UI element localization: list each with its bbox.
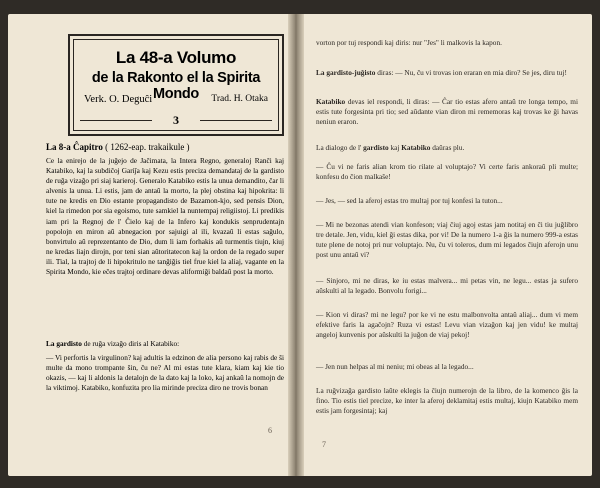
- right-paragraph-9: — Kion vi diras? mi ne legu? por ke vi ne estu malbonvolta antaŭ aliaj... dum vi mem efektive faris la agaĉojn? Ruza vi estas! Levu vian vizaĝon kaj jen vidu! ke multaj angeloj kunvenis por aŭskulti la juĝon de viaj pekoj!: [316, 310, 578, 340]
- right-text-area: [302, 14, 592, 476]
- left-paragraph-2: [46, 339, 284, 349]
- right-paragraph-4: [316, 143, 578, 153]
- left-page-number: 6: [268, 426, 272, 435]
- right-paragraph-2: [316, 68, 578, 78]
- dialogue-intro: La dialogo de l': [316, 143, 362, 152]
- series-title: de la Rakonto el la Spirita Mondo: [91, 70, 261, 102]
- title-box: [68, 34, 284, 136]
- right-paragraph-7: — Mi ne bezonas atendi vian konfeson; viaj ĉiuj agoj estas jam notitaj en ĉi tiu juĝlibro tre detale. Jen, vidu, kiel ĝi estas dika, por vi! De la numero 1-a ĝis la numero 999-a estas tute plene de notoj pri nur voluptajo. Nu, ĉu vi toleros, dum mi legados ĉiujn aferojn unu post unu antaŭ vi?: [316, 220, 578, 260]
- volume-title: La 48-a Volumo: [115, 48, 237, 67]
- right-paragraph-2-text: diras: — Nu, ĉu vi trovas ion eraran en mia diro? Se jes, diru tuj!: [377, 68, 567, 77]
- dialogue-and: kaj: [390, 143, 400, 152]
- left-paragraph-1: Ce la enirejo de la juĝejo de Jaĉimata, la Intera Regno, generaloj Ranĉi kaj Katabiko, kaj la subdiĉoj Gariĵa kaj Kezu estis preciza demandataj de la gardisto de ruĝa vizaĝo pri siaj karieroj. Generalo Katabiko estis la unua demandito, ĉar li alvenis la unua. Li estis, jam de antaŭ la morto, la plej obstina kaj hipokrita: li tute ne kredis en Dio estante propagandisto de Bazamon-kjo, sed pensis Dion, kiel la rimedon por sia egoismo, tute samkiel la nuntempaj religiistoj. Li predikis iam pri la Regnoj de l' Ĉielo kaj de la Infero kaj kondukis senprudentajn popolojn en mirоn aŭ abnegacion por sajuigi al ili, kvazaŭ li estas saĝulo, bonvirtulo aŭ reprezentanto de Dio, dum li iam forhakis aŭ turmentis tiujn, kiuj ne kredas liajn dirojn, por teni sian aŭtoritatecon kaj la ordon de la regado super ili. Tial, la trajtoj de li hipokritulo ne tanĝiĝis tiel frue kiel la aliaj, vagante en la Spirita Mondo, kie eĉes trajtoj ordinare devas aliformiĝi baldaŭ post la morto.: [46, 156, 284, 277]
- right-page-number: 7: [322, 440, 326, 449]
- right-paragraph-1: vorton por tuj respondi kaj diris: nur "Jes" li malkovis la kapon.: [316, 38, 502, 47]
- right-paragraph-3: [316, 97, 578, 127]
- right-paragraph-11: La ruĝvizaĝa gardisto laŭte eklegis la ĉiujn numerojn de la libro, de la komenco ĝis la fino. Tio estis tiel precize, ke inter la aferoj deklamitaj estis multaj, kiujn Katabiko mem estis jam forgesintaj; kaj: [316, 386, 578, 416]
- guardian-judge-lead: La gardisto-juĝisto: [316, 68, 376, 77]
- katabiko-lead: Katabiko: [316, 97, 346, 106]
- right-paragraph-6: — Jes, — sed la aferoj estas tro multaj por tuj konfesi la tuton...: [316, 196, 503, 205]
- right-paragraph-3-text: devas iel respondi, li diras: — Ĉar tio estas afero antaŭ tre longa tempo, mi estis tute forgesinta pri tio; sed aŭdante vian diron mi rememoras kaj trovas ke ĝi havas neniun eraron.: [316, 97, 578, 127]
- right-paragraph-5: — Ĉu vi ne faris alian krom tio rilate al voluptajo? Vi certe faris ankoraŭ pli multe; konfesu do ĉion malkaŝe!: [316, 162, 578, 182]
- part-number: 3: [70, 113, 282, 128]
- left-paragraph-2-text: de ruĝa vizaĝo diris al Katabiko:: [83, 339, 180, 348]
- dialogue-guardian: gardisto: [363, 143, 389, 152]
- chapter-heading: [46, 142, 190, 152]
- guardian-lead: La gardisto: [46, 339, 82, 348]
- chapter-title: La 8-a Ĉapitro: [46, 142, 103, 152]
- right-paragraph-8: — Sinjoro, mi ne diras, ke iu estas malvera... mi petas vin, ne legu... estas ja sufero aŭskulti al la legado. Bonvolu forigi...: [316, 276, 578, 296]
- chapter-note: ( 1262-eap. trakaikule ): [105, 142, 190, 152]
- right-paragraph-10: — Jen nun helpas al mi neniu; mi obeas al la legado...: [316, 362, 474, 371]
- translator-credit: Trad. H. Otaka: [211, 94, 268, 104]
- dialogue-continues: daŭras plu.: [432, 143, 465, 152]
- dialogue-katabiko: Katabiko: [401, 143, 431, 152]
- author-credit: Verk. O. Deguĉi: [84, 94, 153, 105]
- left-paragraph-3: — Vi perfortis la virgulinon? kaj adultis la edzinon de alia persono kaj rabis de ŝi multe da mono trompante ŝin, ĉu ne? Al mi estas tute klara, kiam kaj kie tio okazis, — kaj li aldonis la detalojn de la dato kaj la loko, kaj ankaŭ la nomojn de la viktimoj. Katabiko, konfuzita pro lia mirinde preciza diro ne trovis bonan: [46, 353, 284, 393]
